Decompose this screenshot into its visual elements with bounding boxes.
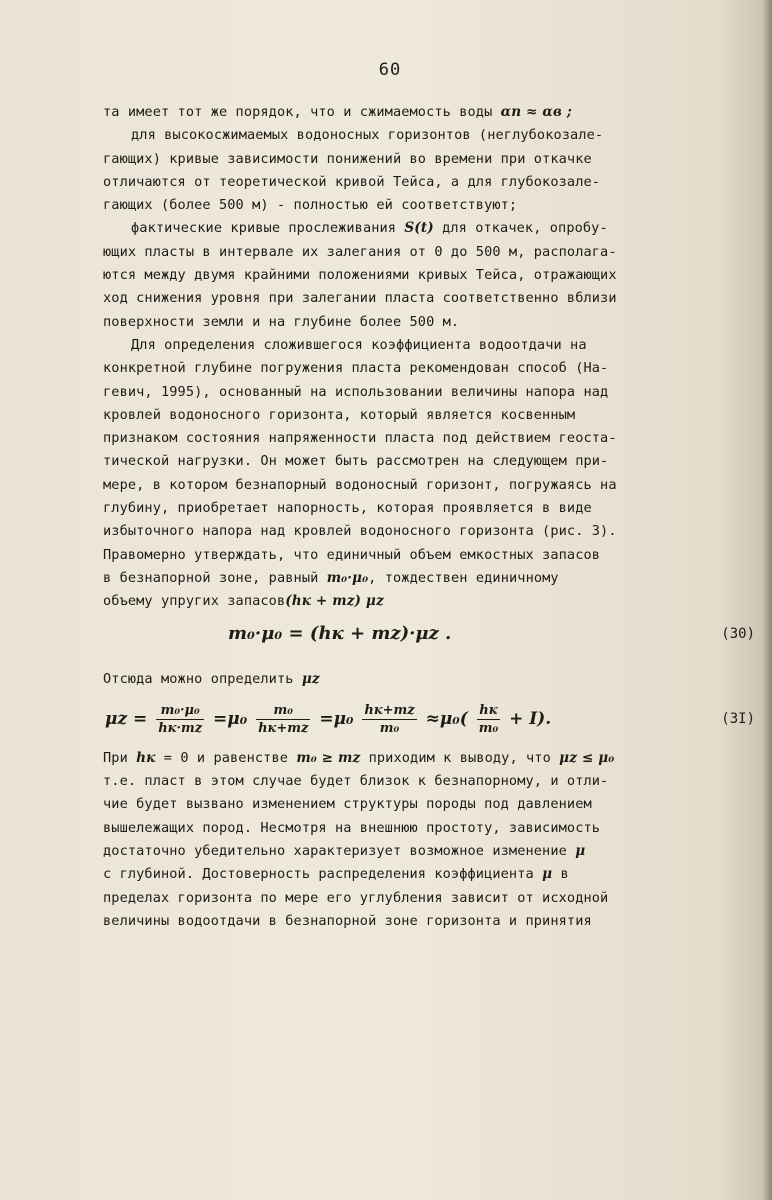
fraction xyxy=(362,702,416,737)
text-line: пределах горизонта по мере его углубления зависит от исходной xyxy=(103,889,609,906)
text-line: признаком состояния напряженности пласта под действием геоста- xyxy=(103,430,617,447)
text-line: мере, в котором безнапорный водоносный горизонт, погружаясь на xyxy=(103,476,617,493)
numerator: m₀ xyxy=(256,702,310,720)
formula-part: = xyxy=(213,708,228,729)
formula-part: μz xyxy=(105,708,128,729)
text-line xyxy=(103,863,755,886)
numerator: m₀·μ₀ xyxy=(156,702,204,720)
text-line: т.е. пласт в этом случае будет близок к безнапорному, и отли- xyxy=(103,773,609,790)
spacer xyxy=(103,654,755,668)
text-line: Правомерно утверждать, что единичный объем емкостных запасов xyxy=(103,546,601,563)
formula-part: ≈ xyxy=(425,708,440,729)
text-line: гевич, 1995), основанный на использовании величины напора над xyxy=(103,383,609,400)
text-line xyxy=(103,217,755,240)
denominator: hк+mz xyxy=(258,720,309,736)
inline-math: hк xyxy=(136,749,156,766)
text-line: ход снижения уровня при залегании пласта соответственно вблизи xyxy=(103,290,617,307)
denominator: m₀ xyxy=(379,720,400,736)
fraction xyxy=(477,702,500,737)
formula-part: = xyxy=(319,708,334,729)
inline-math: αп ≈ αв ; xyxy=(500,104,572,120)
text-line xyxy=(103,590,755,613)
text-line xyxy=(103,747,755,770)
text-line: глубину, приобретает напорность, которая проявляется в виде xyxy=(103,500,592,517)
denominator: hк·mz xyxy=(158,720,203,736)
inline-math: (hк + mz) μz xyxy=(285,593,384,610)
line-text: объему упругих запасов xyxy=(103,593,286,610)
text-line: поверхности земли и на глубине более 500 м. xyxy=(103,313,460,330)
page-number: 60 xyxy=(378,60,402,80)
formula-30 xyxy=(103,614,755,654)
text-line: вышележащих пород. Несмотря на внешнюю простоту, зависимость xyxy=(103,819,601,836)
formula-part: + I). xyxy=(509,708,552,729)
formula-part: = xyxy=(133,708,148,729)
line-text: Отсюда можно определить xyxy=(103,670,294,687)
inline-math: m₀·μ₀ xyxy=(326,569,369,586)
text-line xyxy=(103,840,755,863)
inline-math: μ xyxy=(575,843,586,860)
line-text: в xyxy=(560,866,569,883)
line-text: = 0 и равенстве xyxy=(163,749,289,766)
line-text: фактические кривые прослеживания xyxy=(131,220,397,237)
formula-part: (hк + mz)·μz . xyxy=(309,622,452,644)
text-line: для высокосжимаемых водоносных горизонтов (неглубокозале- xyxy=(131,127,604,144)
formula-part: = xyxy=(288,622,304,644)
line-text: , тождествен единичному xyxy=(368,569,559,586)
text-line xyxy=(103,101,755,124)
equation-number: (30) xyxy=(721,625,755,642)
line-text: с глубиной. Достоверность распределения коэффициента xyxy=(103,866,534,883)
text-line: ющих пласты в интервале их залегания от 0 до 500 м, располага- xyxy=(103,243,617,260)
fraction xyxy=(156,702,204,737)
inline-math: μ xyxy=(542,866,553,883)
text-line: избыточного напора над кровлей водоносного горизонта (рис. 3). xyxy=(103,523,617,540)
line-text: та имеет тот же порядок, что и сжимаемость воды xyxy=(103,104,493,120)
text-line xyxy=(103,668,755,691)
inline-math: S(t) xyxy=(404,220,434,237)
line-text: для откачек, опробу- xyxy=(442,220,608,237)
text-line: чие будет вызвано изменением структуры породы под давлением xyxy=(103,796,592,813)
formula-part: μ₀ xyxy=(227,708,248,729)
text-line: тической нагрузки. Он может быть рассмотрен на следующем при- xyxy=(103,453,609,470)
line-text: При xyxy=(103,749,128,766)
inline-math: μz ≤ μ₀ xyxy=(559,749,615,766)
formula-31 xyxy=(103,691,755,747)
formula-part: μ₀( xyxy=(439,708,468,729)
text-line: отличаются от теоретической кривой Тейса, а для глубокозале- xyxy=(103,173,601,190)
line-text: приходим к выводу, что xyxy=(368,749,551,766)
text-line: гающих (более 500 м) - полностью ей соответствуют; xyxy=(103,197,518,214)
line-text: в безнапорной зоне, равный xyxy=(103,569,319,586)
text-line: ются между двумя крайними положениями кривых Тейса, отражающих xyxy=(103,267,617,284)
text-line: величины водоотдачи в безнапорной зоне горизонта и принятия xyxy=(103,912,592,929)
text-line: кровлей водоносного горизонта, который является косвенным xyxy=(103,406,576,423)
formula-part: μ₀ xyxy=(333,708,354,729)
text-line: Для определения сложившегося коэффициента водоотдачи на xyxy=(131,336,587,353)
body-text xyxy=(103,101,755,933)
text-line: конкретной глубине погружения пласта рекомендован способ (На- xyxy=(103,360,609,377)
formula-part: m₀·μ₀ xyxy=(228,622,283,644)
equation-number: (3I) xyxy=(721,710,755,727)
line-text: достаточно убедительно характеризует возможное изменение xyxy=(103,843,567,860)
numerator: hк xyxy=(477,702,500,720)
numerator: hк+mz xyxy=(364,702,415,718)
text-line xyxy=(103,567,755,590)
inline-math: m₀ ≥ mz xyxy=(296,749,361,766)
page-binding-shadow xyxy=(762,0,772,1200)
inline-math: μz xyxy=(301,670,320,687)
text-line: гающих) кривые зависимости понижений во времени при откачке xyxy=(103,150,592,167)
denominator: m₀ xyxy=(478,720,499,736)
fraction xyxy=(256,702,310,737)
